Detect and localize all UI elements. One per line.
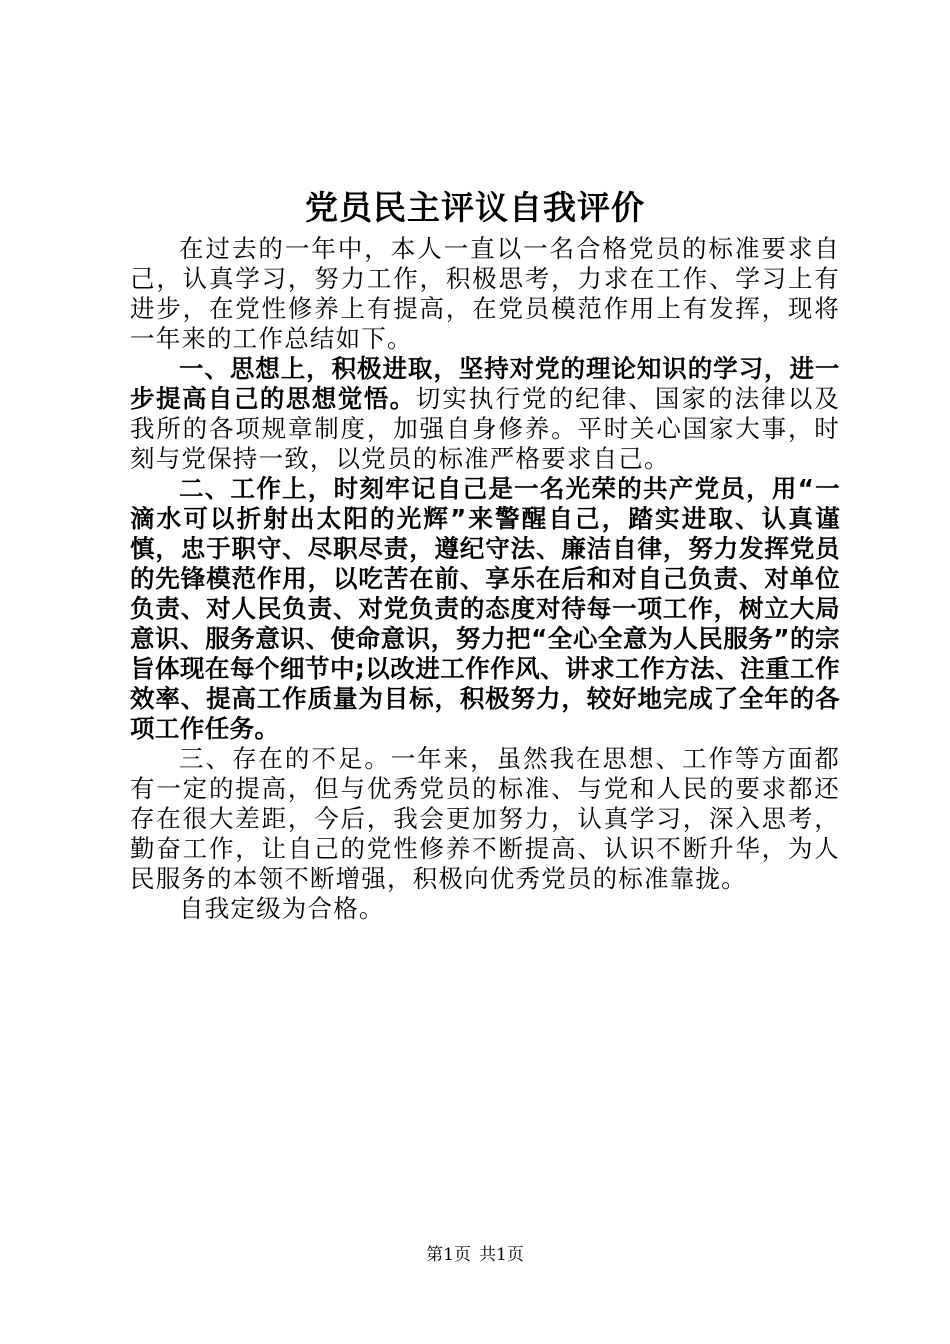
paragraph-ideology [130,354,840,474]
paragraph-work [130,474,840,744]
document-title: 党员民主评议自我评价 [305,188,645,227]
page-number-total: 共1页 [479,1245,524,1265]
document-body [130,234,840,924]
paragraph-heading: 一、思想上，积极进取，坚持对党的理论知识的学习，进一步提高自己的思想觉悟。 [130,354,840,413]
page-number-current: 第1页 [426,1245,471,1265]
paragraph-text: 三、存在的不足。一年来，虽然我在思想、工作等方面都有一定的提高，但与优秀党员的标准、与党和人民的要求都还存在很大差距，今后，我会更加努力，认真学习，深入思考，勤奋工作，让自己的党性修养不断提高、认识不断升华，为人民服务的本领不断增强，积极向优秀党员的标准靠拢。 [130,744,840,893]
paragraph-text: 切实执行党的纪律、国家的法律以及我所的各项规章制度，加强自身修养。平时关心国家大事，时刻与党保持一致，以党员的标准严格要求自己。 [130,384,840,473]
paragraph-text: 在过去的一年中，本人一直以一名合格党员的标准要求自己，认真学习，努力工作，积极思考，力求在工作、学习上有进步，在党性修养上有提高，在党员模范作用上有发挥，现将一年来的工作总结如下。 [130,234,840,353]
paragraph-intro [130,234,840,354]
paragraph-shortcomings [130,744,840,894]
paragraph-self-rating [130,894,840,924]
paragraph-heading: 二、工作上，时刻牢记自己是一名光荣的共产党员，用“一滴水可以折射出太阳的光辉”来警醒自己，踏实进取、认真谨慎，忠于职守、尽职尽责，遵纪守法、廉洁自律，努力发挥党员的先锋模范作用，以吃苦在前、享乐在后和对自己负责、对单位负责、对人民负责、对党负责的态度对待每一项工作，树立大局意识、服务意识、使命意识，努力把“全心全意为人民服务”的宗旨体现在每个细节中;以改进工作作风、讲求工作方法、注重工作效率、提高工作质量为目标，积极努力，较好地完成了全年的各项工作任务。 [130,474,840,743]
page-footer [0,1243,950,1267]
paragraph-text: 自我定级为合格。 [179,894,385,923]
